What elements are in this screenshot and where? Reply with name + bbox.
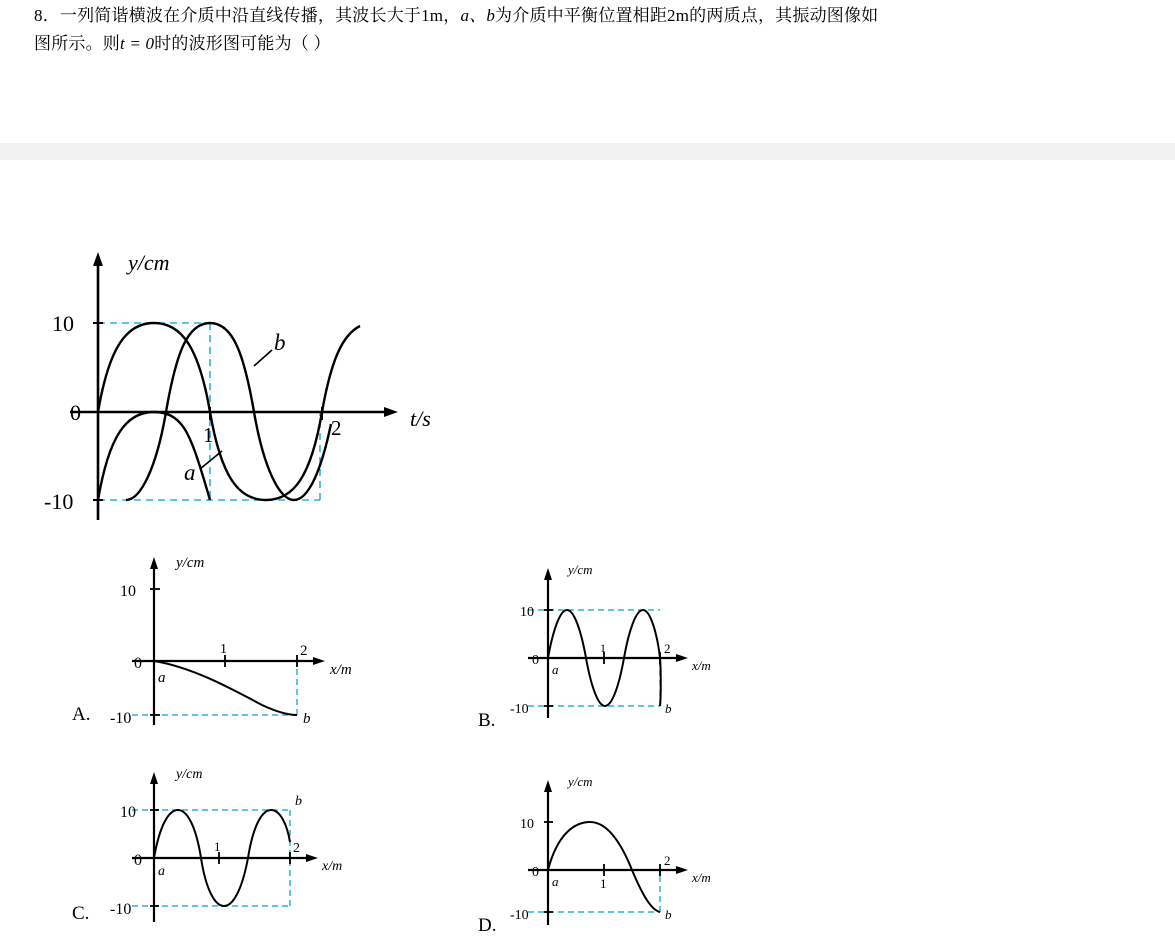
option-b-x-axis-label: x/m [692, 658, 711, 673]
question-line2-part-a: 图所示。则 [34, 34, 120, 53]
option-b [480, 558, 740, 738]
question-wavelength-value: 1m [421, 6, 444, 25]
question-line1-part-a: 一列简谐横波在介质中沿直线传播，其波长大于 [59, 6, 422, 25]
option-a-point-b: b [303, 711, 311, 727]
option-a-dashed-guides [132, 661, 297, 715]
question-line1-part-b: ， [443, 6, 461, 25]
option-d-ticks [544, 822, 660, 912]
option-d-y-tick-neg10: -10 [510, 908, 529, 923]
option-d-y-axis-label: y/cm [568, 774, 593, 789]
question-distance-value: 2m [667, 6, 690, 25]
main-y-axis-label: y/cm [128, 250, 170, 275]
option-a-key: A. [72, 704, 91, 725]
option-b-x-tick-1: 1 [600, 641, 606, 655]
option-a-point-a: a [158, 670, 166, 686]
option-b-key: B. [478, 710, 496, 731]
option-d [480, 770, 740, 940]
option-c-point-b: b [295, 794, 302, 809]
option-a [72, 545, 362, 735]
option-a-x-axis-label: x/m [330, 662, 352, 678]
option-c-y-tick-neg10: -10 [110, 901, 132, 918]
option-c-axes [132, 772, 318, 922]
option-c-y-tick-0: 0 [134, 852, 142, 869]
option-b-y-tick-neg10: -10 [510, 702, 529, 717]
option-a-y-tick-10: 10 [120, 583, 136, 600]
option-b-point-b: b [665, 701, 672, 716]
main-y-tick-10: 10 [52, 311, 74, 336]
axes [70, 252, 398, 520]
option-d-key: D. [478, 915, 497, 936]
question-number: 8． [34, 6, 60, 25]
option-d-point-a: a [552, 874, 559, 889]
leader-line-b [254, 350, 272, 366]
main-y-tick-neg10: -10 [44, 489, 74, 514]
option-a-y-tick-0: 0 [134, 655, 142, 672]
option-d-y-tick-0: 0 [532, 865, 539, 880]
option-a-curve [154, 661, 297, 715]
option-b-point-a: a [552, 662, 559, 677]
option-d-x-axis-label: x/m [692, 870, 711, 885]
option-c-x-tick-1: 1 [214, 839, 221, 854]
main-x-axis-label: t/s [410, 406, 431, 431]
option-a-y-axis-label: y/cm [176, 555, 205, 571]
option-c-point-a: a [158, 864, 165, 879]
main-curve-a-label: a [184, 460, 196, 485]
option-b-x-tick-2: 2 [664, 641, 671, 656]
main-x-tick-1: 1 [203, 423, 214, 447]
option-b-y-tick-0: 0 [532, 653, 539, 668]
option-a-y-tick-neg10: -10 [110, 710, 132, 727]
option-c [72, 762, 362, 942]
option-d-y-tick-10: 10 [520, 817, 534, 832]
option-c-y-tick-10: 10 [120, 804, 136, 821]
option-d-x-tick-1: 1 [600, 876, 607, 891]
curve-b [98, 412, 210, 500]
main-vibration-graph [40, 230, 440, 530]
option-c-key: C. [72, 903, 90, 924]
option-d-x-tick-2: 2 [664, 853, 671, 868]
section-divider [0, 143, 1175, 160]
main-curve-b-label: b [274, 330, 286, 355]
option-a-x-tick-2: 2 [300, 643, 308, 659]
leader-line-a [200, 451, 222, 469]
option-a-axes [132, 557, 325, 725]
option-c-x-tick-2: 2 [293, 841, 300, 856]
option-c-x-axis-label: x/m [322, 859, 343, 874]
main-x-tick-2: 2 [331, 416, 342, 440]
question-line2-part-b: 时的波形图可能为（ ） [154, 34, 331, 53]
option-a-x-tick-1: 1 [220, 642, 227, 657]
option-b-y-tick-10: 10 [520, 605, 534, 620]
question-time-value: t = 0 [120, 34, 155, 53]
option-d-point-b: b [665, 907, 672, 922]
question-line1-part-d: 的两质点，其振动图像如 [689, 6, 879, 25]
question-text [34, 2, 1154, 58]
main-y-tick-0: 0 [70, 400, 81, 425]
option-b-y-axis-label: y/cm [568, 562, 593, 577]
option-c-y-axis-label: y/cm [176, 767, 203, 782]
question-line1-part-c: 为介质中平衡位置相距 [495, 6, 668, 25]
question-points-ab: a、b [460, 6, 496, 25]
